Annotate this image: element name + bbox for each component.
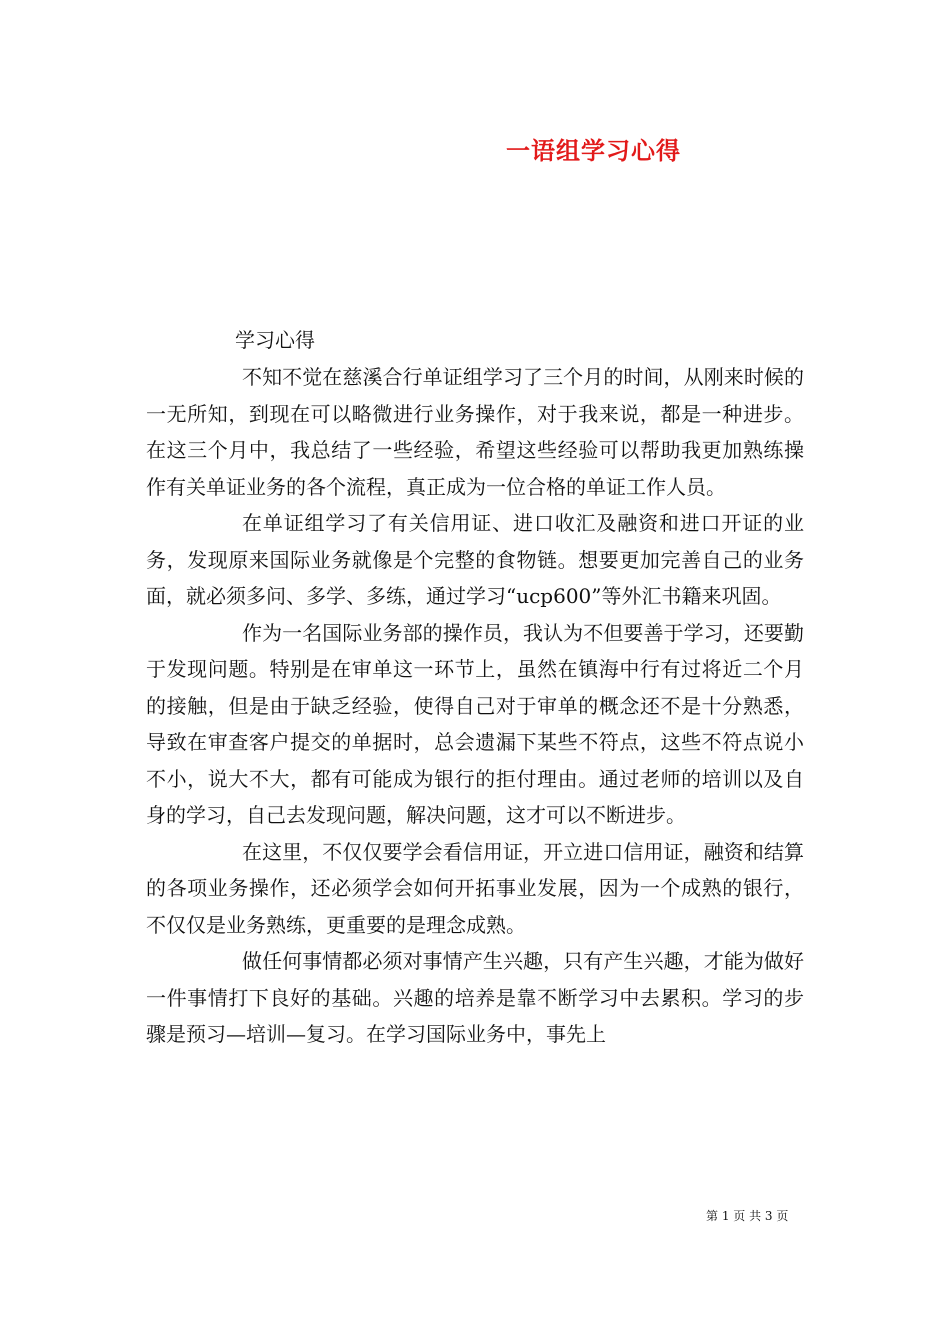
paragraph: 在单证组学习了有关信用证、进口收汇及融资和进口开证的业务，发现原来国际业务就像是个完整的食物链。想要更加完善自己的业务面，就必须多问、多学、多练，通过学习“ucp600”等外汇书籍来巩固。 [146,511,804,608]
document-title: 一语组学习心得 [506,136,681,165]
paragraph: 在这里，不仅仅要学会看信用证，开立进口信用证，融资和结算的各项业务操作，还必须学会如何开拓事业发展，因为一个成熟的银行，不仅仅是业务熟练，更重要的是理念成熟。 [146,839,804,937]
page-number: 第 1 页 共 3 页 [706,1209,789,1223]
paragraph: 做任何事情都必须对事情产生兴趣，只有产生兴趣，才能为做好一件事情打下良好的基础。兴趣的培养是靠不断学习中去累积。学习的步骤是预习—培训—复习。在学习国际业务中，事先上 [146,949,804,1046]
document-body [146,359,804,1053]
document-subtitle: 学习心得 [235,328,315,352]
paragraph: 不知不觉在慈溪合行单证组学习了三个月的时间，从刚来时候的一无所知，到现在可以略微进行业务操作，对于我来说，都是一种进步。在这三个月中，我总结了一些经验，希望这些经验可以帮助我更加熟练操作有关单证业务的各个流程，真正成为一位合格的单证工作人员。 [146,365,804,499]
paragraph: 作为一名国际业务部的操作员，我认为不但要善于学习，还要勤于发现问题。特别是在审单这一环节上，虽然在镇海中行有过将近二个月的接触，但是由于缺乏经验，使得自己对于审单的概念还不是十分熟悉，导致在审查客户提交的单据时，总会遗漏下某些不符点，这些不符点说小不小，说大不大，都有可能成为银行的拒付理由。通过老师的培训以及自身的学习，自己去发现问题，解决问题，这才可以不断进步。 [146,620,804,827]
